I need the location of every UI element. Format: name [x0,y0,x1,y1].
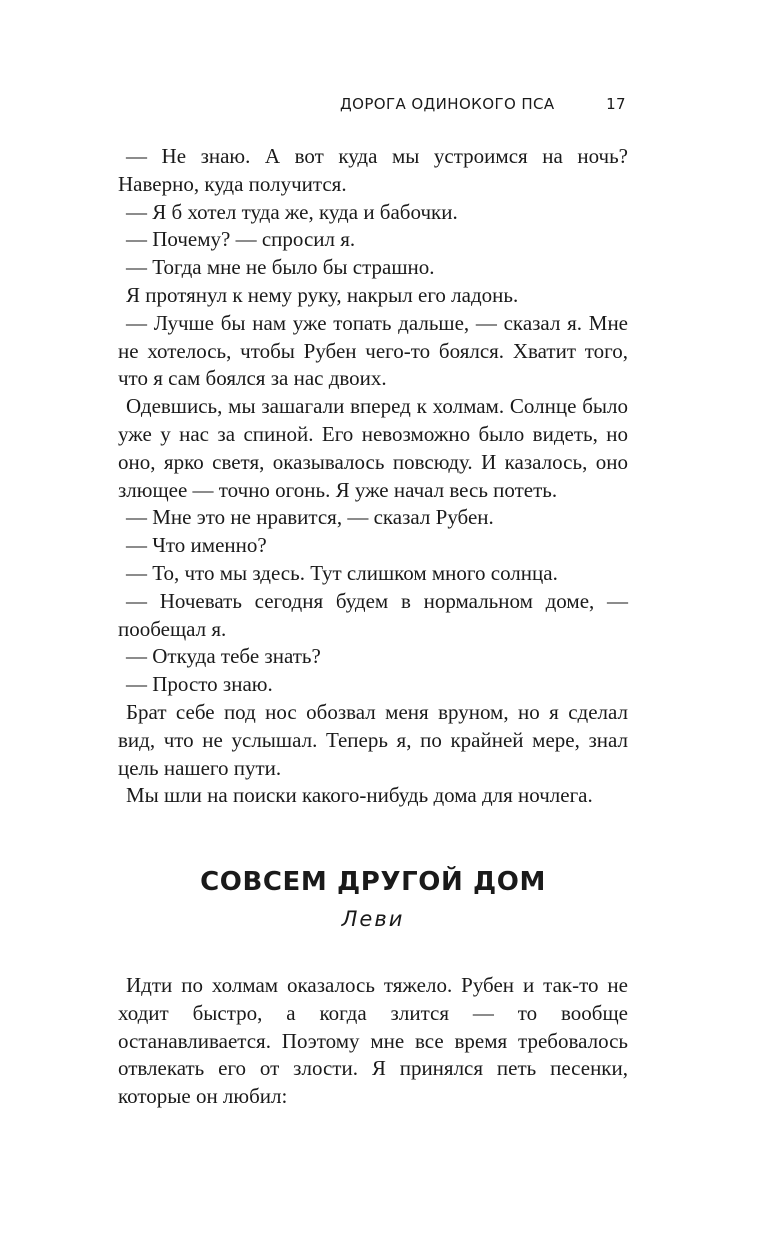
paragraph: Брат себе под нос обозвал меня вруном, но я сделал вид, что не услышал. Теперь я, по крайней мере, знал цель нашего пути. [118,699,628,780]
paragraph: — Откуда тебе знать? [126,644,321,669]
page-number: 17 [606,95,626,113]
paragraph: Идти по холмам оказалось тяжело. Рубен и так-то не ходит быстро, а когда злится — то вообще останавливается. Поэтому мне все время требовалось отвлекать его от злости. Я принялся петь песенки, которые он любил: [118,973,628,1109]
paragraph: Мы шли на поиски какого-нибудь дома для ночлега. [126,783,593,808]
paragraph: Одевшись, мы зашагали вперед к холмам. Солнце было уже у нас за спиной. Его невозможно было видеть, но оно, ярко светя, оказывалось повсюду. И казалось, оно злющее — точно огонь. Я уже начал весь потеть. [118,394,628,502]
paragraph: Я протянул к нему руку, накрыл его ладонь. [126,282,519,307]
paragraph: — Тогда мне не было бы страшно. [126,255,435,280]
chapter-title: СОВСЕМ ДРУГОЙ ДОМ [200,867,546,897]
paragraph: — Я б хотел туда же, куда и бабочки. [126,199,458,224]
paragraph: — Мне это не нравится, — сказал Рубен. [126,505,494,530]
paragraph: — Не знаю. А вот куда мы устроимся на ночь? Наверно, куда получится. [118,144,628,196]
body-text-top [118,143,628,810]
paragraph: — Что именно? [126,533,267,558]
body-text-bottom [118,972,628,1111]
chapter-heading [118,862,628,934]
paragraph: — То, что мы здесь. Тут слишком много солнца. [126,560,558,585]
paragraph: — Лучше бы нам уже топать дальше, — сказал я. Мне не хотелось, чтобы Рубен чего-то боялся. Хватит того, что я сам боялся за нас двоих. [118,310,628,391]
paragraph: — Ночевать сегодня будем в нормальном доме, — пообещал я. [118,588,628,641]
running-head [340,93,630,119]
chapter-subtitle: Леви [341,907,405,931]
paragraph: — Просто знаю. [126,672,273,697]
paragraph: — Почему? — спросил я. [126,227,356,252]
running-head-title: ДОРОГА ОДИНОКОГО ПСА [340,95,555,113]
